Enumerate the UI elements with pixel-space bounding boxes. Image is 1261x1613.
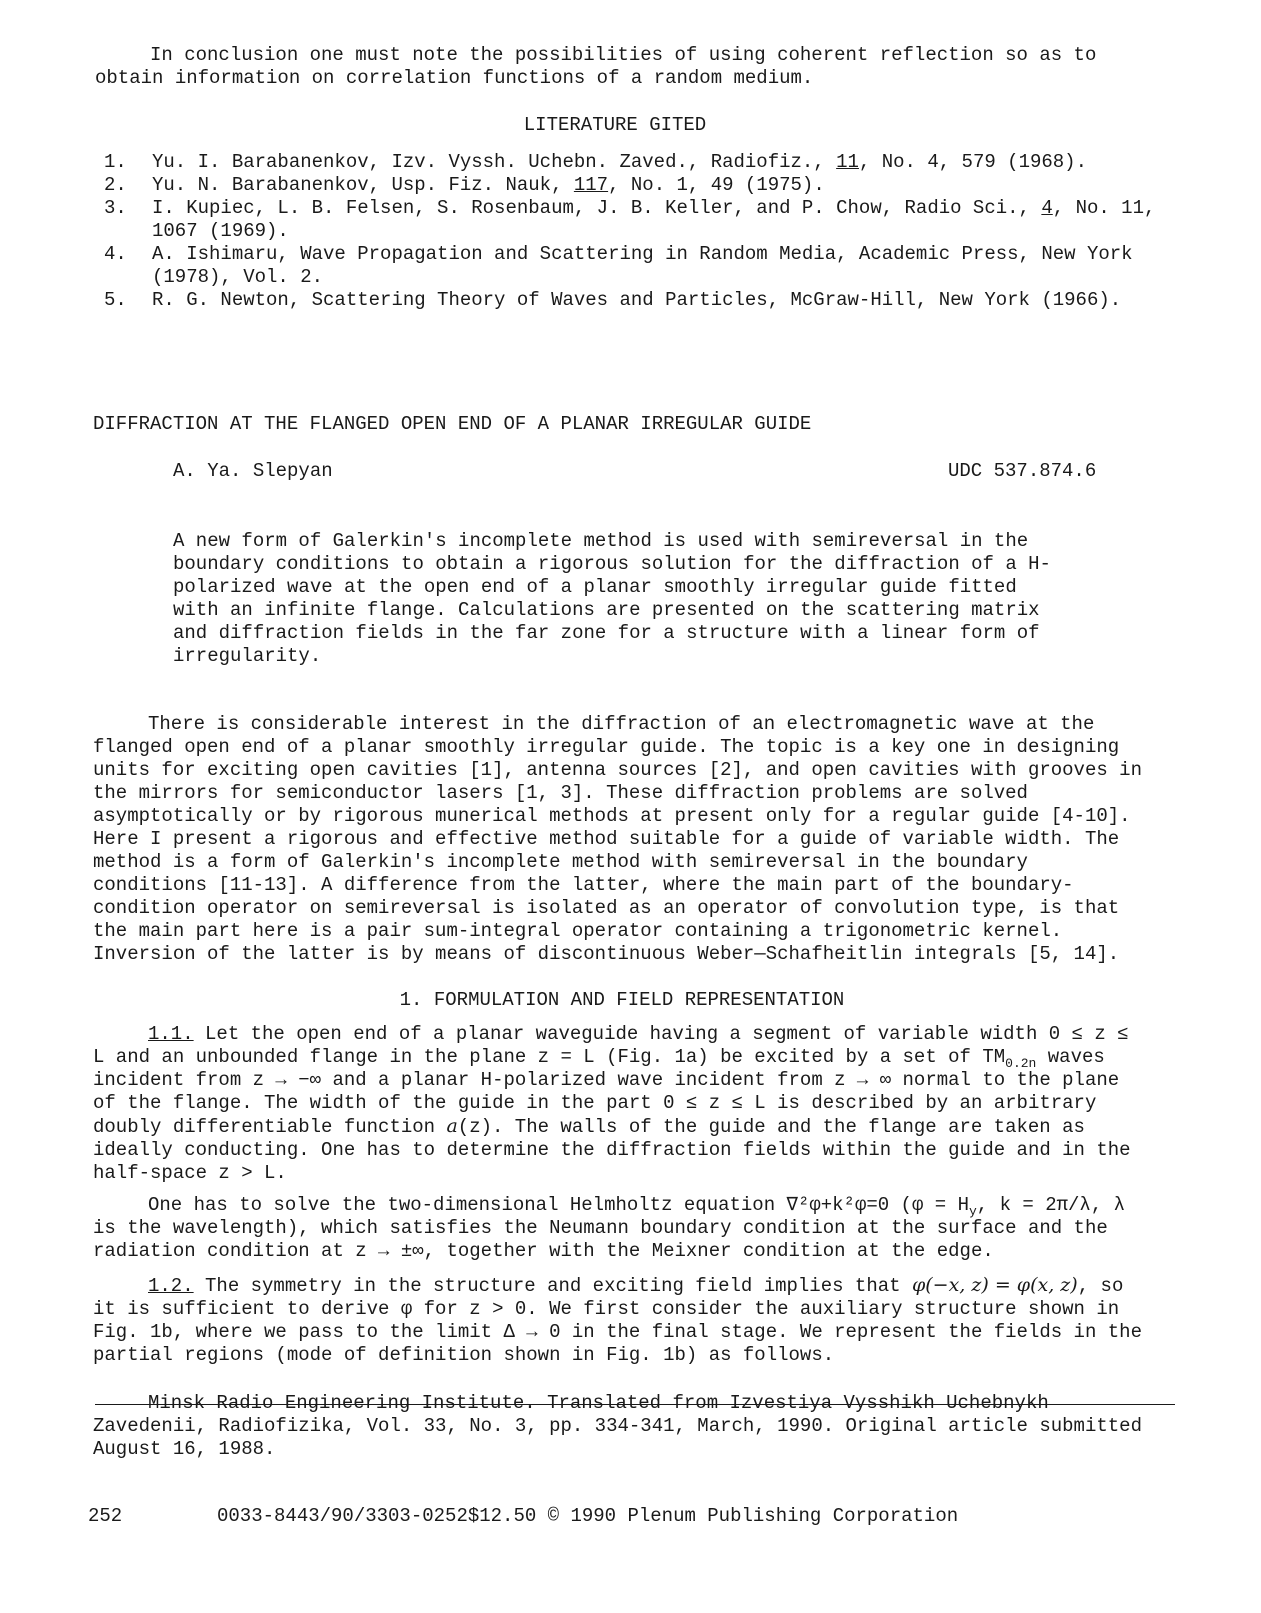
publication-code: 0033-8443/90/3303-0252$12.50 © 1990 Plenum Publishing Corporation [217, 1505, 959, 1527]
section-label: 1.2. [148, 1275, 194, 1297]
udc-code: UDC 537.874.6 [948, 460, 1097, 482]
literature-heading: LITERATURE GITED [523, 114, 707, 136]
article-title: DIFFRACTION AT THE FLANGED OPEN END OF A PLANAR IRREGULAR GUIDE [93, 413, 812, 435]
conclusion-paragraph [95, 44, 1155, 90]
section-heading: 1. FORMULATION AND FIELD REPRESENTATION [399, 989, 845, 1011]
reference-item: 5. R. G. Newton, Scattering Theory of Waves and Particles, McGraw-Hill, New York (1966). [104, 289, 1122, 311]
reference-item: 1. Yu. I. Barabanenkov, Izv. Vyssh. Uchebn. Zaved., Radiofiz., 11, No. 4, 579 (1968). [104, 151, 1087, 173]
conclusion-text: In conclusion one must note the possibilities of using coherent reflection so as to obtain information on correlation functions of a random medium. [95, 44, 1097, 89]
paragraph-1-1: 1.1. Let the open end of a planar waveguide having a segment of variable width 0 ≤ z ≤ L and an unbounded flange in the plane z = L (Fig. 1a) be excited by a set of $TM_{0.2n}$ waves incident from z → −∞ and a planar H-polarized wave incident from z → ∞ normal to the plane of the flange. The width of the guide in the part 0 ≤ z ≤ L is described by an arbitrary doubly differentiable function a(z). The walls of the guide and the flange are taken as ideally conducting. One has to determine the diffraction fields within the guide and in the half-space z > L. [93, 1023, 1131, 1184]
affiliation-footnote: Minsk Radio Engineering Institute. Translated from Izvestiya Vysshikh Uchebnykh Zavedenii, Radiofizika, Vol. 33, No. 3, pp. 334-341, March, 1990. Original article submitted August 16, 1988. [93, 1392, 1142, 1460]
author-name: A. Ya. Slepyan [173, 460, 333, 482]
reference-list [104, 151, 1164, 312]
paragraph-helmholtz: One has to solve the two-dimensional Helmholtz equation ∇²φ+k²φ=0 ($\varphi = H_y$, k = 2π/λ, λ is the wavelength), which satisfies the Neumann boundary condition at the surface and the radiation condition at z → ±∞, together with the Meixner condition at the edge. [93, 1194, 1126, 1262]
paragraph-1-2: 1.2. The symmetry in the structure and exciting field implies that φ(−x, z) = φ(x, z), so it is sufficient to derive φ for z > 0. We first consider the auxiliary structure shown in Fig. 1b, where we pass to the limit Δ → 0 in the final stage. We represent the fields in the partial regions (mode of definition shown in Fig. 1b) as follows. [93, 1274, 1142, 1366]
section-label: 1.1. [148, 1023, 194, 1045]
reference-item: 2. Yu. N. Barabanenkov, Usp. Fiz. Nauk, 117, No. 1, 49 (1975). [104, 174, 825, 196]
reference-item: 4. A. Ishimaru, Wave Propagation and Scattering in Random Media, Academic Press, New York (1978), Vol. 2. [104, 243, 1133, 288]
abstract: A new form of Galerkin's incomplete method is used with semireversal in the boundary conditions to obtain a rigorous solution for the diffraction of a H-polarized wave at the open end of a planar smoothly irregular guide fitted with an infinite flange. Calculations are presented on the scattering matrix and diffraction fields in the far zone for a structure with a linear form of irregularity. [173, 530, 1051, 667]
intro-paragraph: There is considerable interest in the diffraction of an electromagnetic wave at the flanged open end of a planar smoothly irregular guide. The topic is a key one in designing units for exciting open cavities [1], antenna sources [2], and open cavities with grooves in the mirrors for semiconductor lasers [1, 3]. These diffraction problems are solved asymptotically or by rigorous munerical methods at present only for a regular guide [4-10]. Here I present a rigorous and effective method suitable for a guide of variable width. The method is a form of Galerkin's incomplete method with semireversal in the boundary conditions [11-13]. A difference from the latter, where the main part of the boundary-condition operator on semireversal is isolated as an operator of convolution type, is that the main part here is a pair sum-integral operator containing a trigonometric kernel. Inversion of the latter is by means of discontinuous Weber—Schafheitlin integrals [5, 14]. [93, 713, 1142, 965]
symmetry-equation: φ(−x, z) = φ(x, z) [911, 1274, 1078, 1296]
page-number: 252 [88, 1505, 123, 1527]
reference-item: 3. I. Kupiec, L. B. Felsen, S. Rosenbaum, J. B. Keller, and P. Chow, Radio Sci., 4, No. 11, 1067 (1969). [104, 197, 1156, 242]
